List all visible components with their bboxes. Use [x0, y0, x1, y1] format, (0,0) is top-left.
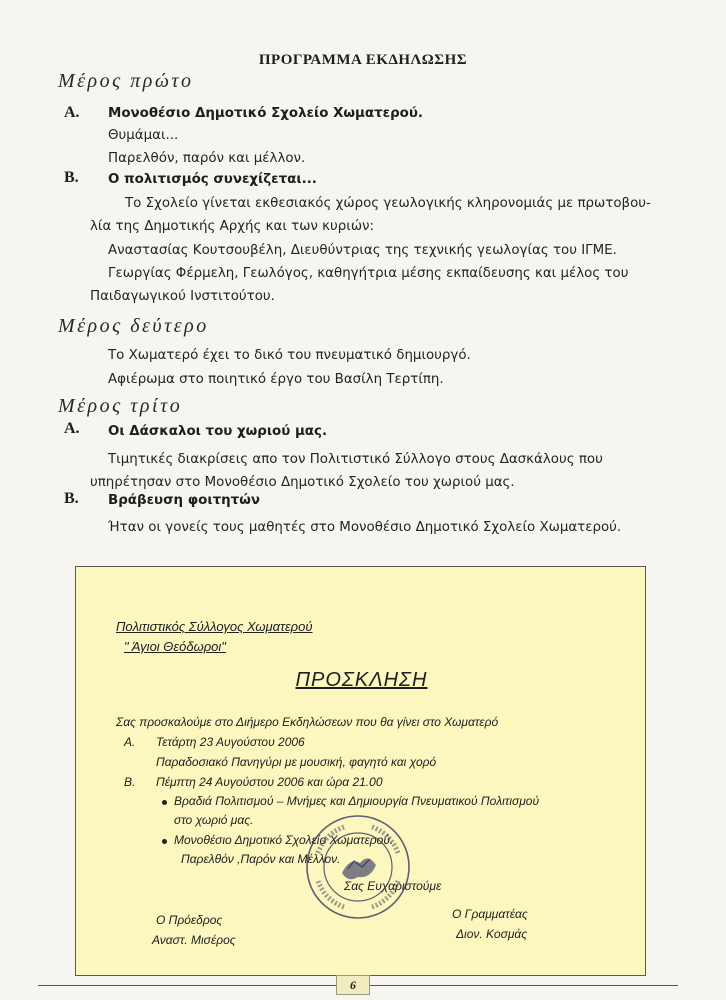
part3-a-line-1: Τιμητικές διακρίσεις απο τον Πολιτιστικό Σύλλογο στους Δασκάλους που [108, 452, 603, 467]
part1-b-line-5: Παιδαγωγικού Ινστιτούτου. [90, 289, 275, 304]
part2-line-2: Αφιέρωμα στο ποιητικό έργο του Βασίλη Τερτίπη. [108, 372, 444, 387]
bullet-2 [162, 839, 167, 844]
part1-a-letter: Α. [64, 104, 80, 121]
program-title: ΠΡΟΓΡΑΜΜΑ ΕΚΔΗΛΩΣΗΣ [258, 52, 468, 68]
part3-b-letter: Β. [64, 490, 79, 507]
president-name: Αναστ. Μισέρος [152, 933, 236, 947]
part1-a-line-1: Θυμάμαι... [108, 128, 179, 143]
part3-a-letter: Α. [64, 420, 80, 437]
invitation-org: Πολιτιστικός Σύλλογος Χωματερού [116, 619, 313, 634]
invitation-bullet2-line1: Μονοθέσιο Δημοτικό Σχολείο Χωματερού. [174, 833, 394, 847]
part2-line-1: Το Χωματερό έχει το δικό του πνευματικό δημιουργό. [108, 348, 471, 363]
part1-b-line-4: Γεωργίας Φέρμελη, Γεωλόγος, καθηγήτρια μέσης εκπαίδευσης και μέλος του [108, 266, 629, 281]
invitation-a-date: Τετάρτη 23 Αυγούστου 2006 [156, 735, 305, 749]
invitation-intro: Σας προσκαλούμε στο Διήμερο Εκδηλώσεων που θα γίνει στο Χωματερό [116, 715, 499, 729]
invitation-a-letter: Α. [124, 735, 136, 749]
invitation-b-letter: Β. [124, 775, 136, 789]
part1-b-line-2: λία της Δημοτικής Αρχής και των κυριών: [90, 219, 375, 234]
association-seal-stamp [304, 813, 412, 921]
part3-a-title: Οι Δάσκαλοι του χωριού μας. [108, 424, 328, 439]
secretary-name: Διον. Κοσμάς [456, 927, 528, 941]
part3-a-line-2: υπηρέτησαν στο Μονοθέσιο Δημοτικό Σχολείο του χωριού μας. [90, 475, 515, 490]
invitation-title: ΠΡΟΣΚΛΗΣΗ [295, 669, 428, 691]
invitation-bullet1-line1: Βραδιά Πολιτισμού – Μνήμες και Δημιουργία Πνευματικού Πολιτισμού [174, 794, 540, 808]
president-title: Ο Πρόεδρος [156, 913, 223, 927]
part1-b-line-1: Το Σχολείο γίνεται εκθεσιακός χώρος γεωλογικής κληρονομιάς με πρωτοβου- [125, 196, 651, 211]
part1-a-line-2: Παρελθόν, παρόν και μέλλον. [108, 151, 306, 166]
part3-b-line-1: Ήταν οι γονείς τους μαθητές στο Μονοθέσιο Δημοτικό Σχολείο Χωματερού. [108, 520, 622, 535]
part1-b-letter: Β. [64, 169, 79, 186]
part3-b-title: Βράβευση φοιτητών [108, 493, 260, 508]
part1-heading: Μέρος πρώτο [58, 70, 194, 92]
bullet-1 [162, 800, 167, 805]
invitation-a-desc: Παραδοσιακό Πανηγύρι με μουσική, φαγητό και χορό [156, 755, 437, 769]
part1-b-line-3: Αναστασίας Κουτσουβέλη, Διευθύντριας της τεχνικής γεωλογίας του ΙΓΜΕ. [108, 243, 617, 258]
invitation-bullet2-line2: Παρελθόν ,Παρόν και Μέλλον. [181, 852, 341, 866]
invitation-card [75, 566, 646, 976]
invitation-bullet1-line2: στο χωριό μας. [174, 813, 254, 827]
part3-heading: Μέρος τρίτο [58, 395, 183, 417]
invitation-thanks: Σας Ευχαριστούμε [344, 879, 442, 893]
page-number: 6 [336, 975, 370, 995]
part1-a-title: Μονοθέσιο Δημοτικό Σχολείο Χωματερού. [108, 106, 424, 121]
part1-b-title: Ο πολιτισμός συνεχίζεται... [108, 172, 317, 187]
invitation-b-date: Πέμπτη 24 Αυγούστου 2006 και ώρα 21.00 [156, 775, 383, 789]
invitation-org-sub: " Άγιοι Θεόδωροι" [124, 639, 226, 654]
secretary-title: Ο Γραμματέας [452, 907, 528, 921]
part2-heading: Μέρος δεύτερο [58, 315, 209, 337]
